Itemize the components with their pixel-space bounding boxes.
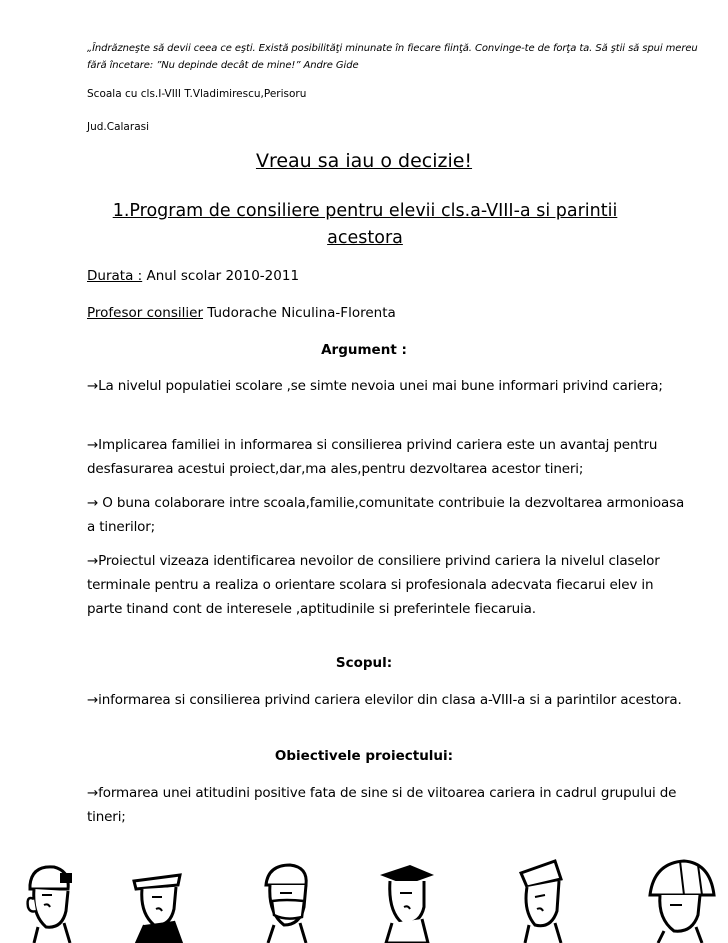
objectives-text: →formarea unei atitudini positive fata de sine si de viitoarea cariera in cadrul grupului de tineri; — [87, 785, 677, 825]
school-name: Scoala cu cls.I-VIII T.Vladimirescu,Perisoru — [87, 88, 307, 100]
surgeon-head-icon — [250, 855, 320, 943]
miner-head-icon — [12, 855, 82, 943]
graduate-head-icon — [370, 855, 440, 943]
document-title-text: Vreau sa iau o decizie! — [255, 150, 473, 172]
scope-text: →informarea si consilierea privind cariera elevilor din clasa a-VIII-a si a parintilor acestora. — [87, 692, 682, 708]
counselor-line — [87, 305, 396, 321]
counselor-value: Tudorache Niculina-Florenta — [203, 305, 396, 321]
argument-item: → O buna colaborare intre scoala,familie,comunitate contribuie la dezvoltarea armonioasa a tinerilor; — [87, 495, 685, 535]
duration-line — [87, 268, 299, 284]
argument-heading: Argument : — [321, 342, 407, 358]
firefighter-head-icon — [640, 855, 720, 943]
duration-label: Durata : — [87, 268, 143, 284]
duration-value: Anul scolar 2010-2011 — [142, 268, 300, 284]
scope-heading: Scopul: — [335, 655, 393, 671]
sailor-head-icon — [122, 855, 192, 943]
program-title: 1.Program de consiliere pentru elevii cls.a-VIII-a si parintii acestora — [112, 201, 618, 248]
motto-quote: „Îndrăzneşte să devii ceea ce eşti. Există posibilităţi minunate în fiecare fiinţă. Convinge-te de forţa ta. Să ştii să spui mereu fără încetare: ”Nu depinde decât de mine!” Andre Gide — [87, 43, 698, 71]
objectives-heading: Obiectivele proiectului: — [274, 748, 454, 764]
profession-figures — [0, 855, 728, 943]
county-name: Jud.Calarasi — [87, 121, 150, 133]
nurse-head-icon — [505, 855, 575, 943]
argument-item: →Proiectul vizeaza identificarea nevoilor de consiliere privind cariera la nivelul claselor terminale pentru a realiza o orientare scolara si profesionala adecvata fiecarui elev in parte tinand cont de interesele ,aptitudinile si preferintele fiecaruia. — [87, 553, 660, 617]
argument-item: →Implicarea familiei in informarea si consilierea privind cariera este un avantaj pentru desfasurarea acestui proiect,dar,ma ales,pentru dezvoltarea acestor tineri; — [87, 437, 658, 477]
counselor-label: Profesor consilier — [87, 305, 203, 321]
argument-item: →La nivelul populatiei scolare ,se simte nevoia unei mai bune informari privind cariera; — [87, 378, 663, 394]
document-title — [0, 150, 728, 172]
